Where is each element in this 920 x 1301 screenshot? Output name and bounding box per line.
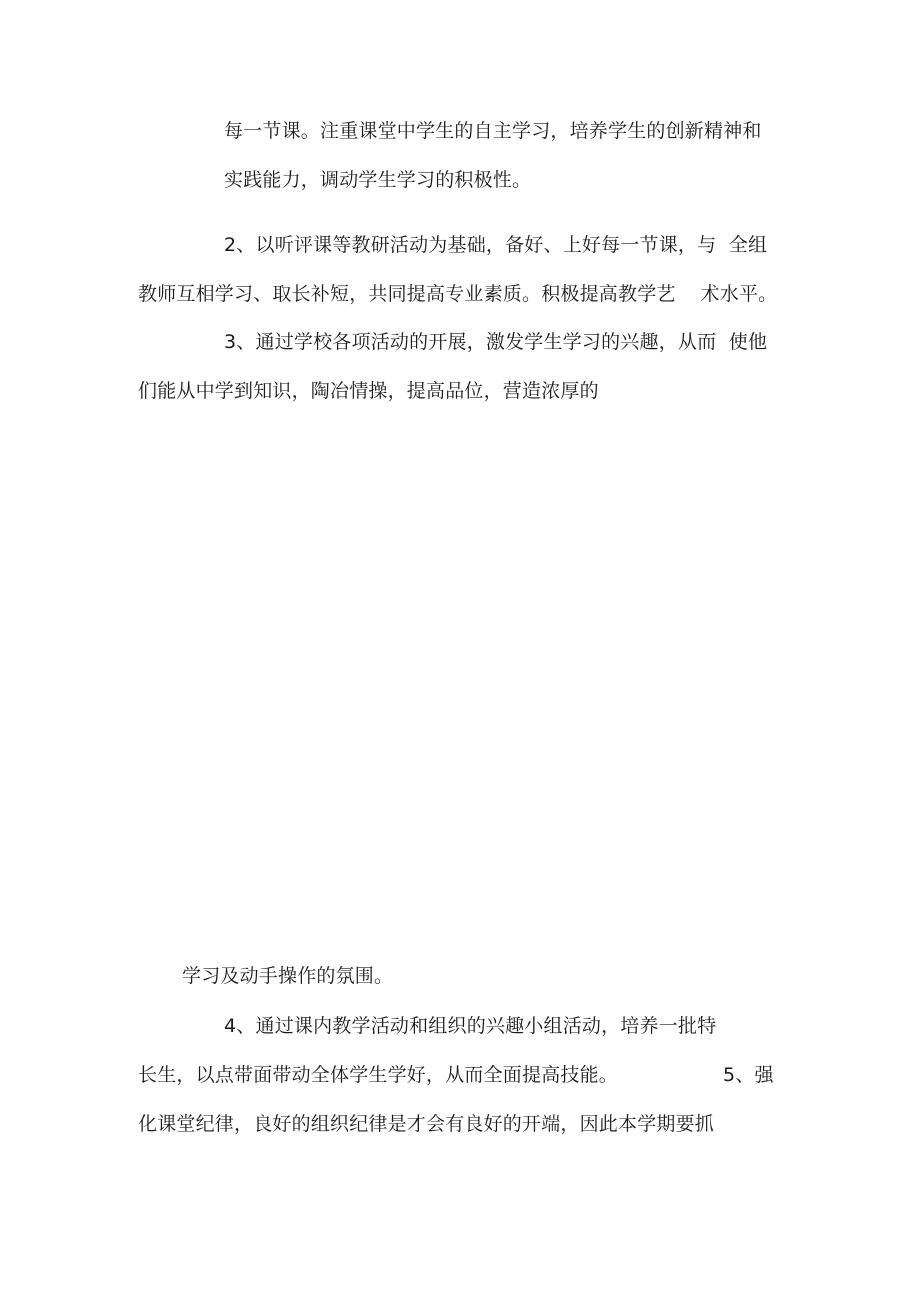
- paragraph-3-line-3: 学习及动手操作的氛围。: [182, 965, 394, 987]
- paragraph-5-start: 5、强: [723, 1064, 774, 1086]
- paragraph-3-line-2: 们能从中学到知识，陶冶情操，提高品位，营造浓厚的: [138, 380, 599, 402]
- paragraph-4-line-2: 长生，以点带面带动全体学生学好，从而全面提高技能。: [138, 1064, 619, 1086]
- paragraph-2-line-2: 教师互相学习、取长补短，共同提高专业素质。积极提高教学艺 术水平。: [138, 283, 778, 305]
- paragraph-1-line-2: 实践能力，调动学生学习的积极性。: [224, 169, 532, 191]
- paragraph-2-line-1: 2、以听评课等教研活动为基础，备好、上好每一节课，与 全组: [224, 234, 768, 256]
- paragraph-5-line-2: 化课堂纪律，良好的组织纪律是才会有良好的开端，因此本学期要抓: [138, 1113, 715, 1135]
- paragraph-1-line-1: 每一节课。注重课堂中学生的自主学习，培养学生的创新精神和: [224, 120, 762, 142]
- paragraph-4-line-1: 4、通过课内教学活动和组织的兴趣小组活动，培养一批特: [224, 1015, 717, 1037]
- paragraph-3-line-1: 3、通过学校各项活动的开展，激发学生学习的兴趣，从而 使他: [224, 331, 768, 353]
